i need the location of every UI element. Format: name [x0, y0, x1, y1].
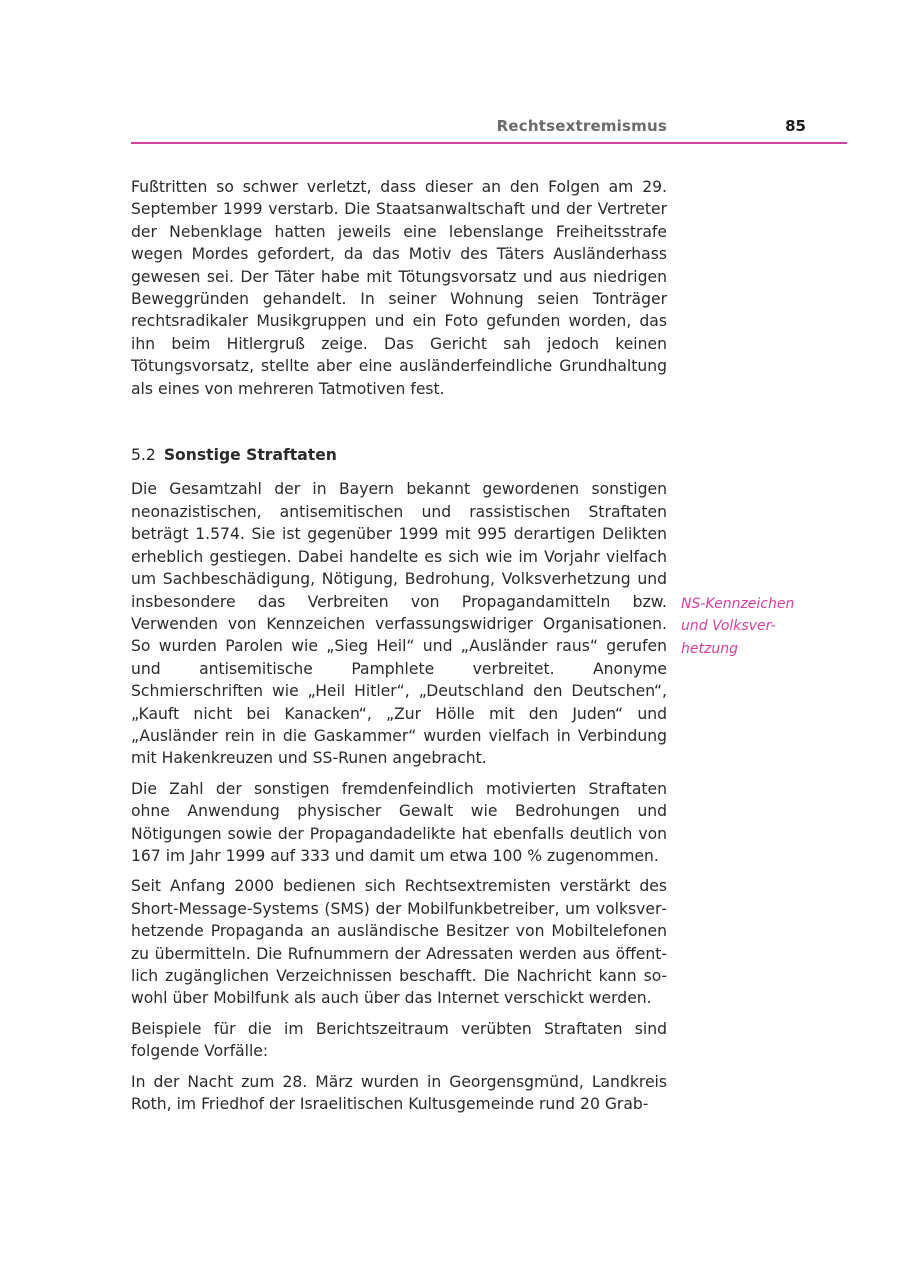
paragraph-4: Seit Anfang 2000 bedienen sich Rechtsextremisten verstärkt des Short-Message-Systems (SMS) der Mobilfunkbetreiber, um volksverhetzende Propaganda an ausländische Besitzer von Mobiltelefonen zu übermitteln. Die Rufnummern der Adressaten werden aus öffentlich zugänglichen Verzeichnissen beschafft. Die Nachricht kann sowohl über Mobilfunk als auch über das Internet verschickt werden.: [131, 877, 667, 1008]
section-title: Sonstige Straftaten: [163, 446, 337, 465]
margin-note: [681, 593, 821, 660]
running-title: Rechtsextremismus: [496, 117, 667, 135]
paragraph-5: Beispiele für die im Berichtszeitraum verübten Straftaten sind folgende Vorfälle:: [131, 1019, 667, 1061]
main-text: [131, 176, 667, 1115]
paragraph-1: Fußtritten so schwer verletzt, dass dieser an den Folgen am 29. September 1999 verstarb. Die Staatsanwaltschaft und der Vertreter der Nebenklage hatten jeweils eine lebenslange Freiheitsstrafe wegen Mordes gefordert, da das Motiv des Täters Ausländerhass gewesen sei. Der Täter habe mit Tötungsvorsatz und aus niedrigen Beweggründen gehandelt. In seiner Wohnung seien Tonträger rechtsradikaler Musikgruppen und ein Foto gefunden worden, das ihn beim Hitlergruß zeige. Das Gericht sah jedoch keinen Tötungsvorsatz, stellte aber eine ausländerfeindliche Grundhaltung als eines von mehreren Tatmotiven fest.: [131, 178, 667, 398]
margin-note-line: und Volksver-: [681, 618, 776, 635]
page-number: 85: [785, 117, 806, 135]
margin-note-line: NS-Kennzeichen: [681, 596, 795, 612]
section-heading: [131, 444, 667, 466]
running-header: [131, 112, 847, 144]
section-number: 5.2: [131, 446, 156, 465]
margin-note-line: hetzung: [681, 640, 738, 657]
paragraph-2: Die Gesamtzahl der in Bayern bekannt gewordenen sonstigen neonazistischen, antisemitischen und rassistischen Straftaten beträgt 1.574. Sie ist gegenüber 1999 mit 995 derartigen Delikten erheblich gestiegen. Dabei handelte es sich wie im Vorjahr vielfach um Sachbeschädigung, Nötigung, Bedrohung, Volksverhetzung und insbesondere das Verbreiten von Propagandamitteln bzw. Verwenden von Kennzeichen verfassungswidriger Organisationen. So wurden Parolen wie „Sieg Heil“ und „Ausländer raus“ gerufen und antisemitische Pamphlete verbreitet. Anonyme Schmierschriften wie „Heil Hitler“, „Deutschland den Deutschen“, „Kauft nicht bei Kanacken“, „Zur Hölle mit den Juden“ und „Ausländer rein in die Gaskammer“ wurden vielfach in Verbindung mit Hakenkreuzen und SS-Runen angebracht.: [131, 480, 667, 768]
paragraph-3: Die Zahl der sonstigen fremdenfeindlich motivierten Straftaten ohne Anwendung physischer Gewalt wie Bedrohungen und Nötigungen sowie der Propagandadelikte hat ebenfalls deutlich von 167 im Jahr 1999 auf 333 und damit um etwa 100 % zugenommen.: [131, 779, 667, 865]
paragraph-6: In der Nacht zum 28. März wurden in Georgensgmünd, Landkreis Roth, im Friedhof der Israelitischen Kultusgemeinde rund 20 Grab-: [131, 1072, 667, 1114]
